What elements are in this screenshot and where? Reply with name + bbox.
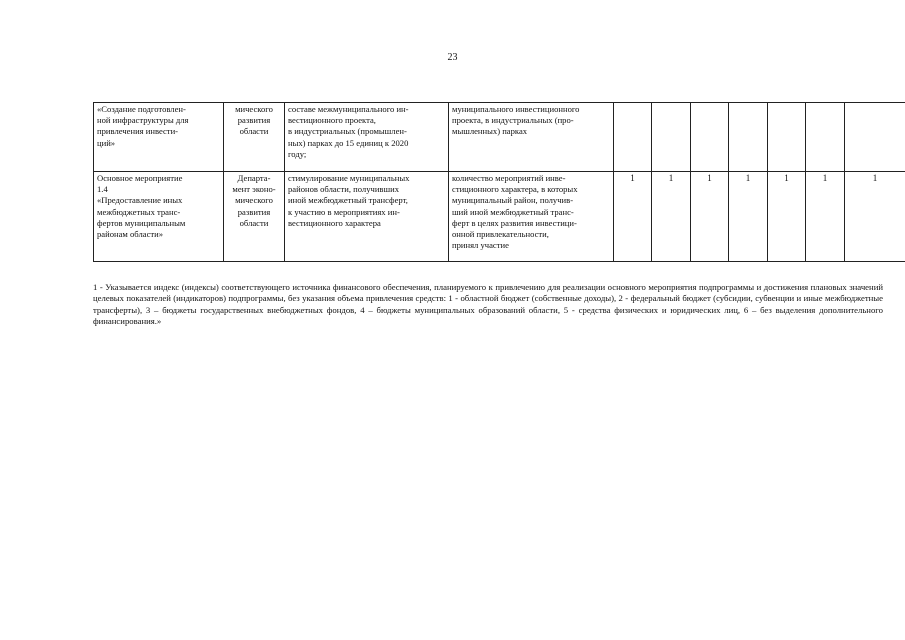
source-code-cell: 1	[806, 172, 845, 262]
source-code-cell: 1	[729, 172, 768, 262]
activity-name-cell: Основное мероприятие 1.4 «Предоставление иных межбюджетных транс- фертов муниципальным районам области»	[94, 172, 224, 262]
source-code-cell: 1	[768, 172, 806, 262]
source-code-cell	[691, 103, 729, 172]
executor-cell: Департа- мент эконо- мического развития области	[224, 172, 285, 262]
activities-table	[93, 102, 905, 262]
executor-cell: мического развития области	[224, 103, 285, 172]
page-number: 23	[447, 52, 458, 63]
expected-result-cell: стимулирование муниципальных районов области, получивших иной межбюджетный трансферт, к участию в мероприятиях ин- вестиционного характера	[285, 172, 449, 262]
table-row	[94, 172, 905, 262]
table-row	[94, 103, 905, 172]
footnote-text: 1 - Указывается индекс (индексы) соответствующего источника финансового обеспечения, планируемого к привлечению для реализации основного мероприятия подпрограммы и достижения плановых значений целевых показателей (индикаторов) подпрограммы, без указания объема привлечения средств: 1 - областной бюджет (собственные доходы), 2 - федеральный бюджет (субсидии, субвенции и иные межбюджетные трансферты), 3 – бюджеты государственных внебюджетных фондов, 4 – бюджеты муниципальных образований области, 5 - средства физических и юридических лиц, 6 – без выделения дополнительного финансирования.»	[93, 282, 883, 327]
indicator-cell: количество мероприятий инве- стиционного характера, в которых муниципальный район, получив- ший иной межбюджетный транс- ферт в целях развития инвестици- онной привлекательности, принял участие	[449, 172, 614, 262]
source-code-cell: 1	[691, 172, 729, 262]
indicator-cell: муниципального инвестиционного проекта, в индустриальных (про- мышленных) парках	[449, 103, 614, 172]
footnote	[93, 282, 883, 328]
source-code-cell	[806, 103, 845, 172]
source-code-cell: 1	[845, 172, 905, 262]
source-code-cell: 1	[652, 172, 691, 262]
expected-result-cell: составе межмуниципального ин- вестиционного проекта, в индустриальных (промышлен- ных) парках до 15 единиц к 2020 году;	[285, 103, 449, 172]
source-code-cell	[729, 103, 768, 172]
source-code-cell	[845, 103, 905, 172]
activity-name-cell: «Создание подготовлен- ной инфраструктуры для привлечения инвести- ций»	[94, 103, 224, 172]
source-code-cell	[768, 103, 806, 172]
source-code-cell: 1	[614, 172, 652, 262]
source-code-cell	[652, 103, 691, 172]
source-code-cell	[614, 103, 652, 172]
